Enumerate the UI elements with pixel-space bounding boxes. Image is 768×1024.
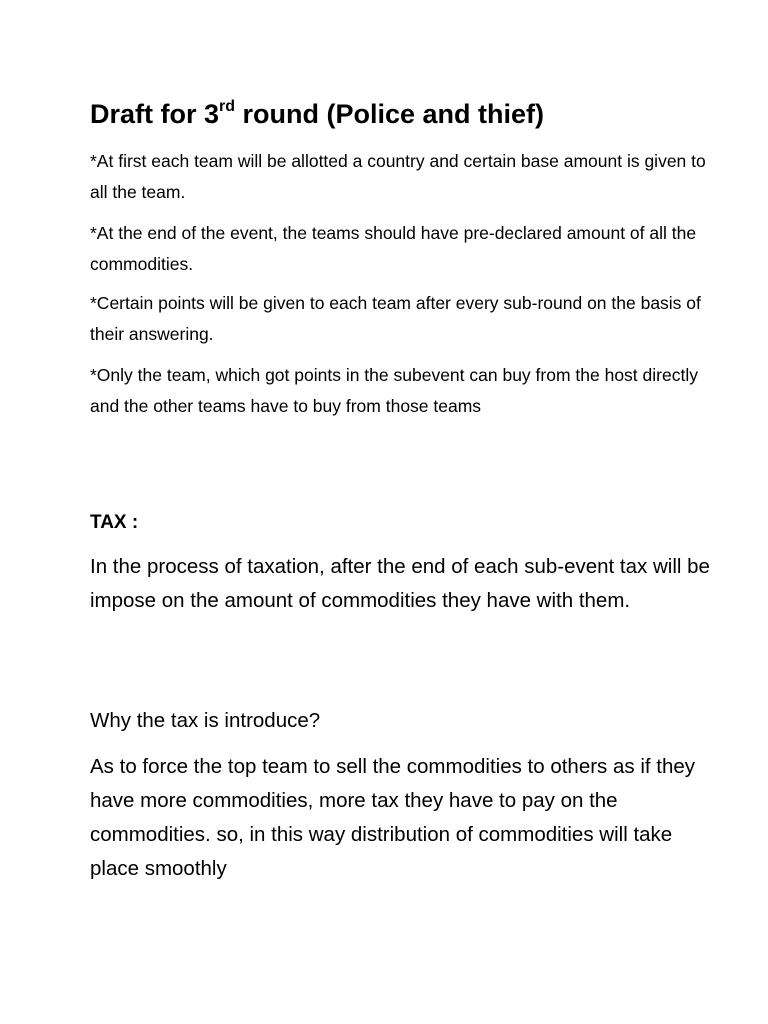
- tax-answer: As to force the top team to sell the commodities to others as if they have more commodities, more tax they have to pay on the commodities. so, in this way distribution of commodities will take place smoothly: [90, 755, 696, 880]
- title-suffix: round (Police and thief): [235, 99, 545, 129]
- rule-paragraph-3: *Certain points will be given to each team after every sub-round on the basis of their answering.: [90, 293, 701, 344]
- tax-heading: TAX :: [90, 512, 139, 533]
- rule-paragraph-4: *Only the team, which got points in the subevent can buy from the host directly and the other teams have to buy from those teams: [90, 365, 698, 416]
- tax-description: In the process of taxation, after the end of each sub-event tax will be impose on the amount of commodities they have with them.: [90, 555, 710, 612]
- tax-question: Why the tax is introduce?: [90, 709, 321, 732]
- rule-paragraph-1: *At first each team will be allotted a country and certain base amount is given to all the team.: [90, 151, 706, 202]
- rule-paragraph-2: *At the end of the event, the teams should have pre-declared amount of all the commodities.: [90, 223, 697, 274]
- document-title: [90, 96, 544, 132]
- title-prefix: Draft for 3: [90, 99, 220, 129]
- title-superscript: rd: [219, 98, 236, 115]
